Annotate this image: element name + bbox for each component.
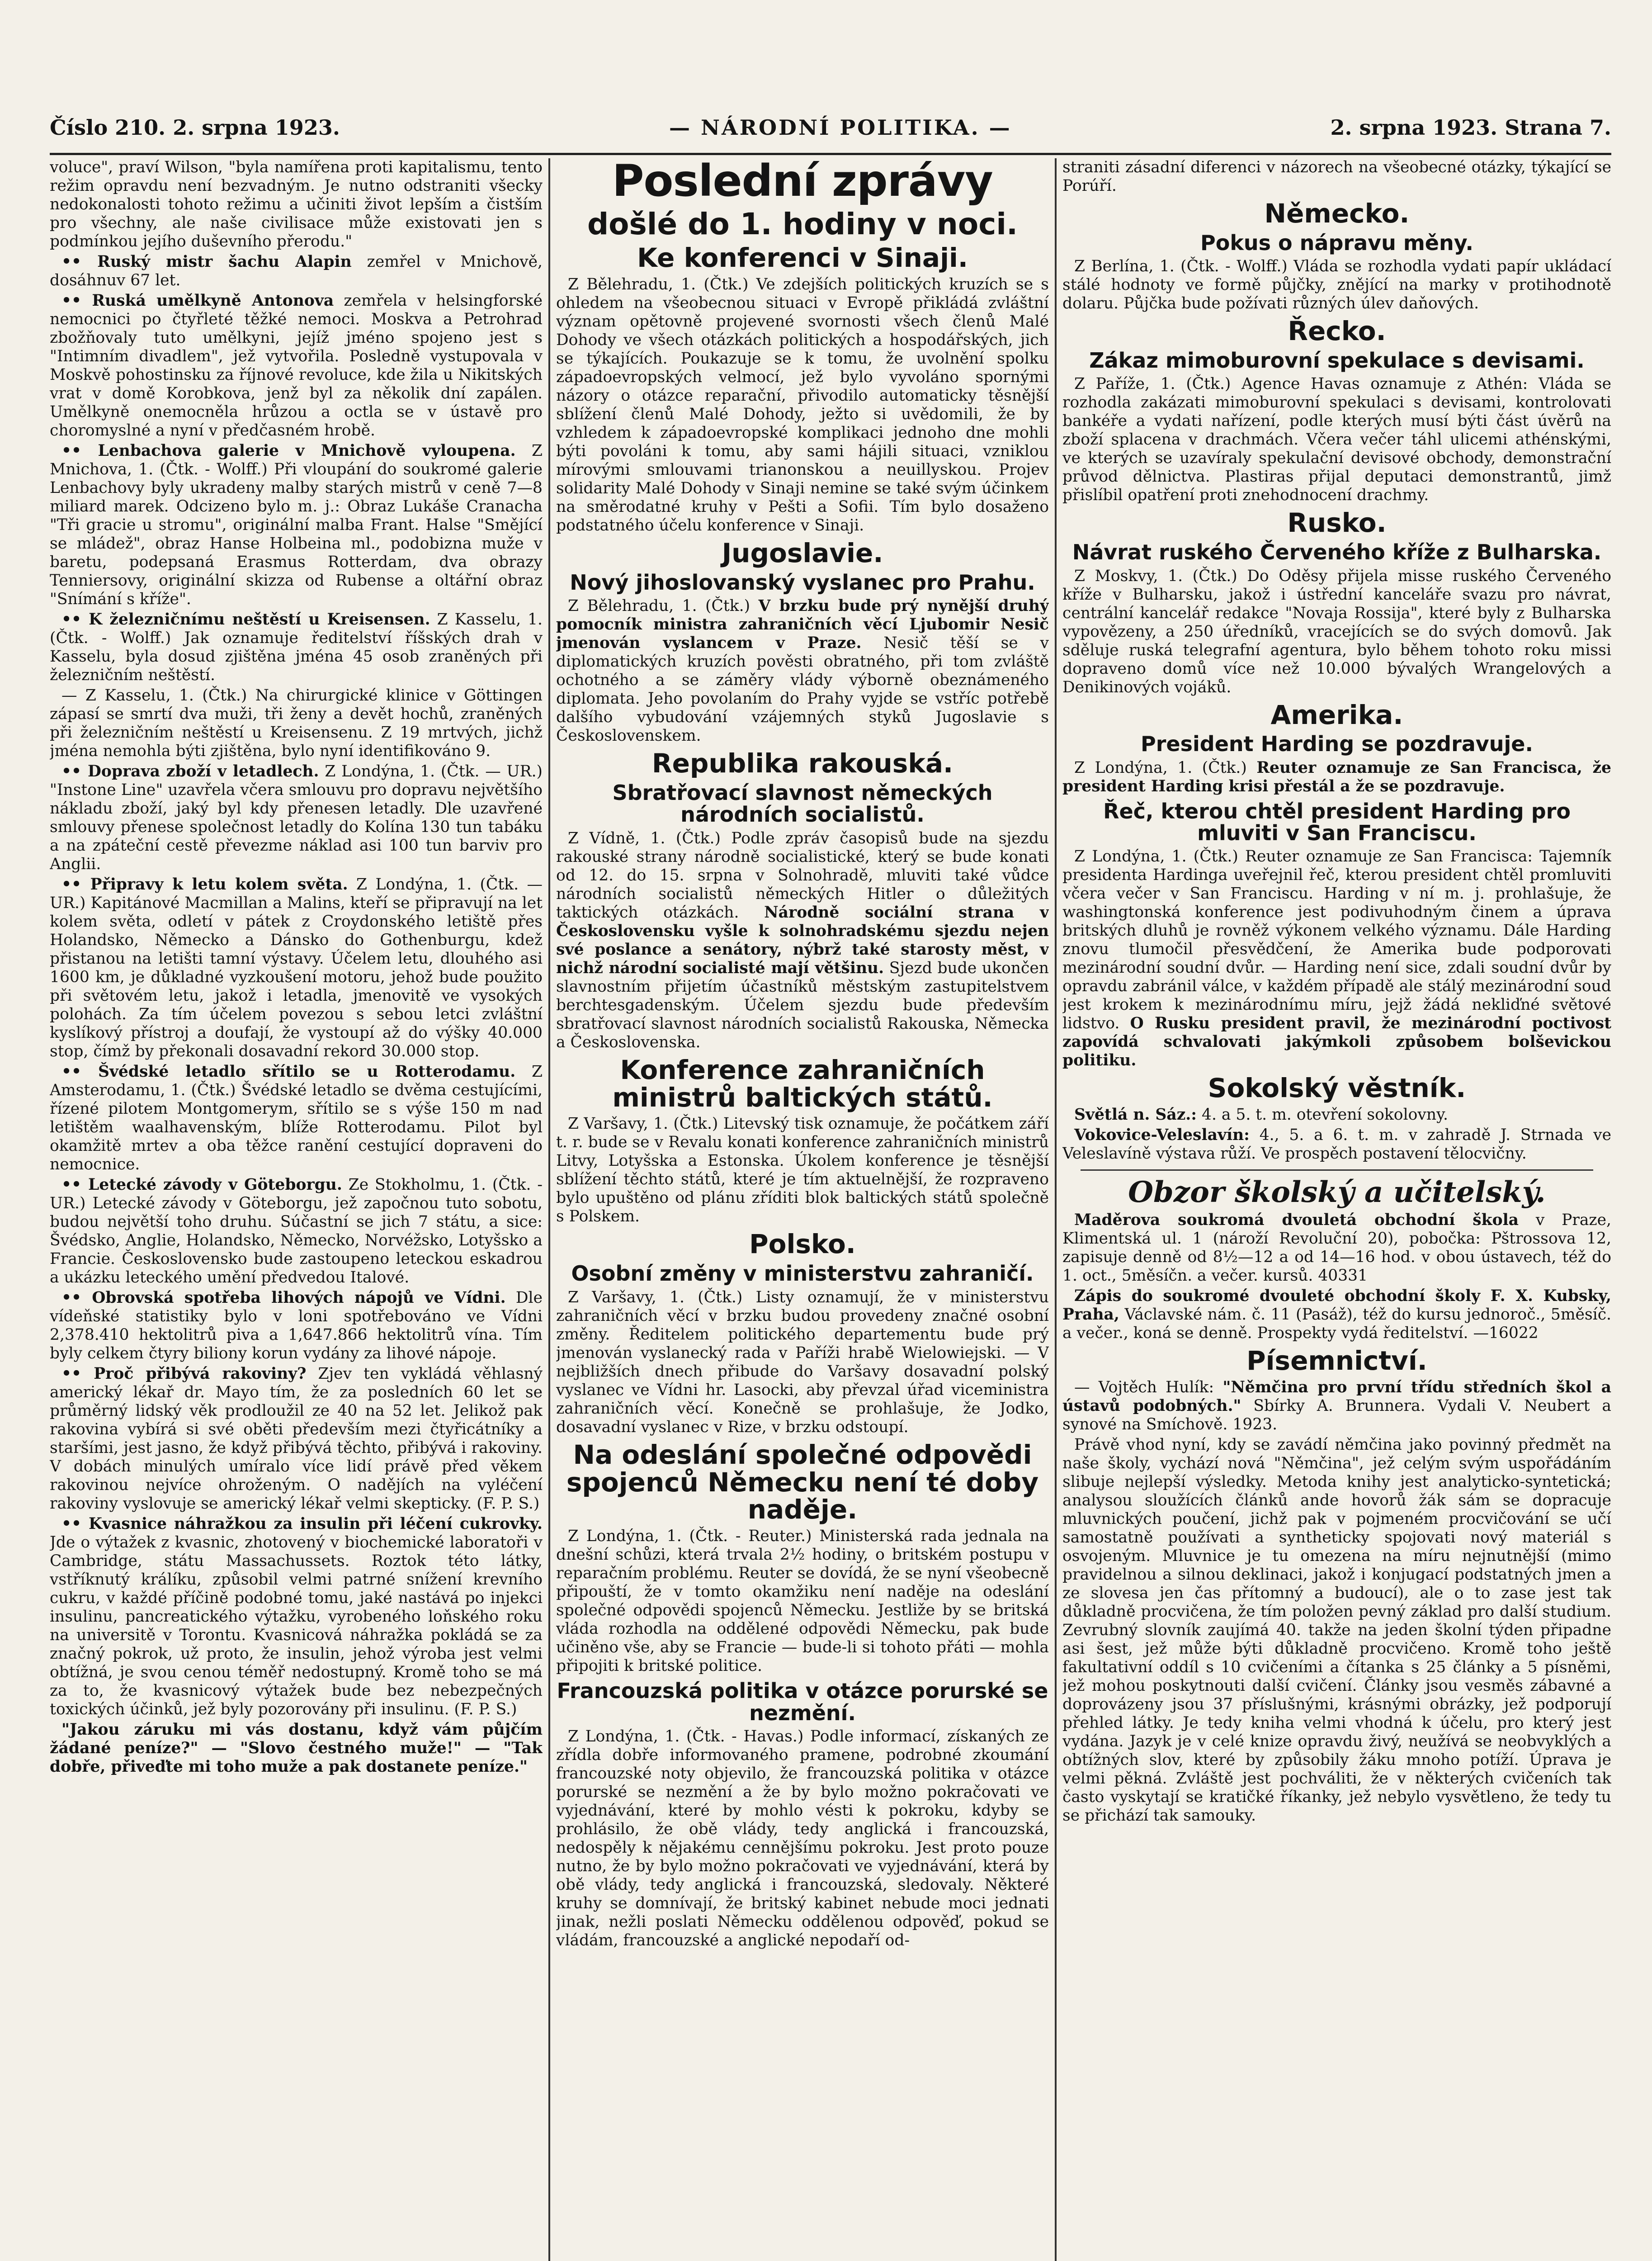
advertisement: Maděrova soukromá dvouletá obchodní škola v Praze, Klimentská ul. 1 (nároží Revoluční 20), pobočka: Pštrossova 12, zapisuje denně od 8½—12 a od 14—16 hod. v obou ústavech, též do 1. oct., 5měsíčn. a večer. kursů. 40331 [1062,1211,1611,1285]
main-headline: Poslední zprávy [612,158,993,206]
news-item: •• Doprava zboží v letadlech. Z Londýna, 1. (Čtk. — UR.) "Instone Line" uzavřela včera smlouvu pro dopravu největšího nákladu zboží, jaký byl kdy přenesen letadly. Dle uzavřené smlouvy přenese společnost letadly do Kolína 130 tun tabáku a na zpáteční cestě převezme náklad asi 100 tun barviv pro Anglii. [50,762,543,873]
column-2 [556,158,1049,2261]
section-title: Sokolský věstník. [1208,1073,1466,1104]
article-body: Z Londýna, 1. (Čtk.) Reuter oznamuje ze San Francisca, že president Harding krisi přestál a že se pozdravuje. [1062,758,1611,795]
news-item: •• Připravy k letu kolem světa. Z Londýna, 1. (Čtk. — UR.) Kapitánové Macmillan a Malins, kteří se připravují na let kolem světa, odletí v pátek z Croydonského letiště přes Holandsko, Německo a Dánsko do Gothenburgu, kdež přistanou na letišti tamní výstavy. Účelem letu, dlouhého asi 1600 km, je důkladné vyzkoušení motoru, jehož bude použito při světovém letu, jakož i letadla, jmenovitě ve vysokých polohách. Za tím účelem povezou s sebou letci zvláštní kyslíkový přístroj a doufají, že vystoupí až do výšky 40.000 stop, čímž by překonali dosavadní rekord 30.000 stop. [50,875,543,1060]
article-body: Z Londýna, 1. (Čtk.) Reuter oznamuje ze San Francisca: Tajemník presidenta Hardinga uveřejnil řeč, kterou president chtěl promluviti včera večer v San Franciscu. Harding v ní m. j. prohlašuje, že washingtonská konference jest podivuhodným činem a úprava britských dluhů je rovněž výkonem velkého významu. Dále Harding znovu tlumočil přesvědčení, že Amerika bude podporovati mezinárodní soudní dvůr. — Harding není sice, zdali soudní dvůr by opravdu zabránil válce, v každém případě ale stálý mezinárodní soud jest krokem k mezinárodnímu míru, jejž žádá nekliďné světové lidstvo. O Rusku president pravil, že mezinárodní poctivost zapovídá schvalovati jakýmkoli způsobem bolševickou politiku. [1062,847,1611,1070]
section-title: Republika rakouská. [651,748,953,779]
news-item: •• Ruský mistr šachu Alapin zemřel v Mnichově, dosáhnuv 67 let. [50,253,543,289]
news-item: •• Kvasnice náhražkou za insulin při léčení cukrovky. Jde o výtažek z kvasnic, zhotovený v biochemické laboratoři v Cambridge, státu Massachussets. Roztok této látky, vstříknutý králíku, způsobil velmi patrné snížení krevního cukru, v každé příčině podobné tomu, jaké nastává po injekci insulinu, pancreatického výtažku, vyrobeného loňského roku na universitě v Torontu. Kvasnicová náhražka pokládá se za značný pokrok, už proto, že insulin, jehož výroba jest velmi obtížná, je svou cenou téměř nedostupný. Kromě toho se má za to, že kvasnicový výtažek bude bez nebezpečných toxických účinků, jež byly pozorovány při insulinu. (F. P. S.) [50,1515,543,1718]
article-continuation: straniti zásadní diferenci v názorech na všeobecné otázky, týkající se Porúří. [1062,158,1611,195]
section-subtitle: Pokus o nápravu měny. [1200,230,1473,255]
section-title: Konference zahraničních ministrů baltických států. [612,1054,993,1113]
page-header [50,115,1611,151]
article-body: Z Berlína, 1. (Čtk. - Wolff.) Vláda se rozhodla vydati papír ukládací stálé hodnoty ve formě půjčky, znějící na marky v protihodnotě dolaru. Půjčka bude požívati různých úlev daňových. [1062,257,1611,313]
article-body: Z Londýna, 1. (Čtk. - Reuter.) Ministerská rada jednala na dnešní schůzi, která trvala 2½ hodiny, o britském postupu v reparačním problému. Reuter se dovídá, že se nyní všeobecně připouští, že v tomto okamžiku není naděje na odeslání společné odpovědi spojenců Německu. Jestliže by se britská vláda rozhodla na oddělené odpovědi Německu, pak bude učiněno vše, aby se Francie — bude-li si tohoto přáti — mohla připojiti k britské politice. [556,1527,1049,1675]
section-subtitle: Zákaz mimoburovní spekulace s devisami. [1089,348,1585,373]
article-body: Z Bělehradu, 1. (Čtk.) Ve zdejších politických kruzích se s ohledem na všeobecnou situaci v Evropě přikládá zvláštní význam opětovně projevené svornosti všech členů Malé Dohody ve všech otázkách politických a hospodářských, jich se týkajících. Poukazuje se k tomu, že uvolnění spolku západoevropských velmocí, jež bylo vyvoláno spornými názory o otázce reparační, přivodilo automaticky těsnější sblížení členů Malé Dohody, ježto si uvědomili, že by vzhledem k západoevropské komplikaci jednoho dne mohli býti povoláni k tomu, aby sami hájili situaci, vzniklou mírovými smlouvami trianonskou a neuillyskou. Projev solidarity Malé Dohody v Sinaji nemine se také svým účinkem na směrodatné kruhy v Pešti a Sofii. Tím bylo dosaženo podstatného účelu konference v Sinaji. [556,275,1049,535]
column-divider-1 [548,158,550,2261]
section-title: Francouzská politika v otázce porurské se nezmění. [557,1679,1048,1725]
section-separator [1081,1169,1593,1171]
article-body: Z Vídně, 1. (Čtk.) Podle zpráv časopisů bude na sjezdu rakouské strany národně socialistické, který se bude konati od 12. do 15. srpna v Solnohradě, mluviti také vůdce národních socialistů německých Hitler o důležitých taktických otázkách. Národně sociální strana v Československu vyšle k solnohradskému sjezdu nejen své poslance a senátory, nýbrž také starosty měst, v nichž národní socialisté mají většinu. Sjezd bude ukončen slavnostním přijetím účastníků městským zastupitelstvem berchtesgadenským. Účelem sjezdu bude především sbratřovací slavnost národních socialistů Rakouska, Německa a Československa. [556,829,1049,1051]
news-item: •• Ruská umělkyně Antonova zemřela v helsingforské nemocnici po čtyřleté těžké nemoci. Moskva a Petrohrad zbožňovaly tuto umělkyni, jejíž jméno spojeno jest s "Intimním divadlem", jež vytvořila. Posledně vystupovala v Moskvě pohostinsku za říjnové revoluce, kde žila u Nikitských vrat v domě Korobkova, jenž byl za několik dní zapálen. Umělkyně onemocněla hrůzou a octla se v ústavě pro choromyslné a nyní v předčasném hrobě. [50,292,543,440]
section-title: Písemnictví. [1246,1345,1427,1376]
news-item: •• Proč přibývá rakoviny? Zjev ten vykládá věhlasný americký lékař dr. Mayo tím, že za posledních 60 let se průměrný lidský věk prodloužil ze 40 na 52 let. Jelikož pak rakovina vybírá si své oběti především mezi čtyřicátníky a staršími, jest jasno, že když přibývá těchto, přibývá i rakoviny. V dobách minulých umíralo více lidí právě před věkem rakovinou nejvíce ohroženým. O nadějích na vyléčení rakoviny vyslovuje se americký lékař velmi skepticky. (F. P. S.) [50,1365,543,1513]
article-body: Z Paříže, 1. (Čtk.) Agence Havas oznamuje z Athén: Vláda se rozhodla zakázati mimoburovní spekulaci s devisami, kontrolovati bankéře a vydati nařízení, podle kterých musí býti část úvěrů na zboží splacena v drachmách. Včera večer táhl ulicemi athénskými, ve kterých se uzavíraly spekulační devisové obchody, demonstrační průvod dělnictva. Plastiras přijal deputaci demonstrantů, jimž přislíbil opatření proti znehodnocení drachmy. [1062,375,1611,505]
masthead: — NÁRODNÍ POLITIKA. — [669,115,1012,140]
column-1 [50,158,543,2261]
section-title: Na odeslání společné odpovědi spojenců Německu není té doby naděje. [566,1439,1039,1525]
section-title: Ke konferenci v Sinaji. [637,242,968,274]
section-title: Obzor školský a učitelský. [1128,1175,1546,1210]
section-title: Amerika. [1270,699,1403,730]
section-subtitle: President Harding se pozdravuje. [1141,732,1533,757]
article-body: Z Bělehradu, 1. (Čtk.) V brzku bude prý nynější druhý pomocník ministra zahraničních věcí Ljubomir Nesič jmenován vyslancem v Praze. Nesič těší se v diplomatických kruzích pověsti obratného, při tom zvláště ochotného a se záměry vlády výborně obeznámeného diplomata. Jeho povolaním do Prahy vyjde se vstříc potřebě dalšího vybudování vzájemných styků Jugoslavie s Československem. [556,597,1049,745]
section-title: Rusko. [1287,507,1387,539]
header-rule [50,153,1611,155]
article-body: Z Varšavy, 1. (Čtk.) Litevský tisk oznamuje, že počátkem září t. r. bude se v Revalu konati konference zahraničních ministrů Litvy, Lotyšska a Estonska. Úkolem konference je těsnější sblížení těchto států, které je tím aktuelnější, že rozpraveno bylo upuštěno od plánu zříditi blok baltických států společně s Polskem. [556,1115,1049,1226]
review-heading: — Vojtěch Hulík: "Němčina pro první třídu středních škol a ústavů podobných." Sbírky A. Brunnera. Vydali V. Neubert a synové na Smíchově. 1923. [1062,1378,1611,1434]
news-item: •• Švédské letadlo sřítilo se u Rotterodamu. Z Amsterodamu, 1. (Čtk.) Švédské letadlo se dvěma cestujícími, řízené pilotem Montgomerym, sřítilo se s výše 150 m nad letištěm waalhavenským, blíže Rotterodamu. Pilot byl okamžitě mrtev a oba těžce ranění cestující dopraveni do nemocnice. [50,1063,543,1173]
section-subtitle: Návrat ruského Červeného kříže z Bulharska. [1072,540,1602,565]
section-title: Polsko. [749,1229,856,1260]
notice-item: Vokovice-Veleslavín: 4., 5. a 6. t. m. v zahradě J. Strnada ve Veleslavíně výstava růží. Ve prospěch postavení tělocvičny. [1062,1126,1611,1163]
column-3 [1062,158,1611,2261]
main-subheadline: došlé do 1. hodiny v noci. [587,206,1018,241]
news-item: — Z Kasselu, 1. (Čtk.) Na chirurgické klinice v Göttingen zápasí se smrtí dva muži, tři ženy a devět hochů, zraněných při železničním neštěstí u Kreisensenu. Z 19 mrtvých, jichž jména nemohla býti zjištěna, bylo nyní identifikováno 9. [50,686,543,760]
article-continuation: voluce", praví Wilson, "byla namířena proti kapitalismu, tento režim opravdu není bezvadným. Je nutno odstraniti všecky nedokonalosti tohoto režimu a učiniti život lepším a čistším pro všechny, ale naše civilisace může existovati jen s podmínkou jejího duševního přerodu." [50,158,543,251]
section-subtitle: Osobní změny v ministerstvu zahraničí. [571,1261,1034,1286]
section-title: Řecko. [1288,316,1386,347]
section-subtitle: Nový jihoslovanský vyslanec pro Prahu. [570,570,1035,595]
section-title: Německo. [1264,198,1410,229]
section-subtitle: Sbratřovací slavnost německých národních socialistů. [612,780,993,827]
notice-item: Světlá n. Sáz.: 4. a 5. t. m. otevření sokolovny. [1074,1106,1448,1124]
news-item: •• Obrovská spotřeba lihových nápojů ve Vídni. Dle vídeňské statistiky bylo v loni spotřebováno ve Vídni 2,378.410 hektolitrů piva a 1,647.866 hektolitrů vína. Tím byly celkem čtyry biliony korun vydány za lihové nápoje. [50,1289,543,1362]
article-body: Právě vhod nyní, kdy se zavádí němčina jako povinný předmět na naše školy, vychází nová "Němčina", jež celým svým uspořádáním slibuje nejlepší výsledky. Metoda knihy jest analyticko-syntetická; analysou sloužících článků ande hovorů žák sám se dopracuje mluvnických poučení, jichž pak v pojmeném procvičování se učí samostatně používati a syntheticky spojovati nový materiál s osvojeným. Mluvnice je tu omezena na míru nejnutnější (mimo pravidelnou a silnou deklinaci, jakož i konjugací podstatných jmen a ze slovesa jen čas přítomný a budoucí), ale o to zase jest tak důkladně procvičena, že tím položen pevný základ pro další studium. Zevrubný slovník zaujímá 40. takže na jeden školní týden připadne asi šest, jež může býti důkladně procvičeno. Kromě toho ještě fakultativní oddíl s 10 cvičeními a čítanka s 25 články a 5 písněmi, jež mohou poskytnouti další cvičení. Články jsou vesměs zábavné a doprovázeny jsou 37 příslušnými, krásnými obrázky, jež podporují přehled látky. Je tedy kniha velmi vhodná k účelu, pro který jest vydána. Jazyk je v celé knize opravdu živý, neužívá se neobvyklých a obtížných slov, které by způsobily žáku mnoho potíží. Úprava je velmi pěkná. Zvláště jest pochváliti, že v některých cvičeních tak často vyskytají se kratičké říkanky, jež nebylo vysvětleno, že tedy tu se přichází tak samouky. [1062,1436,1611,1825]
advertisement: Zápis do soukromé dvouleté obchodní školy F. X. Kubsky, Praha, Václavské nám. č. 11 (Pasáž), též do kursu jednoroč., 5měsíč. a večer., koná se denně. Prospekty vydá ředitelství. —16022 [1062,1287,1611,1343]
section-title: Jugoslavie. [722,537,883,568]
news-item: •• Letecké závody v Göteborgu. Ze Stokholmu, 1. (Čtk. - UR.) Letecké závody v Göteborgu, jež započnou tuto sobotu, budou největší toho druhu. Súčastní se jich 7 státu, a sice: Švédsko, Anglie, Holandsko, Německo, Norvéžsko, Lotyšsko a Francie. Československo bude zastoupeno leteckou eskadrou a ukázku leteckého umění předvedou Italové. [50,1176,543,1287]
article-body: Z Londýna, 1. (Čtk. - Havas.) Podle informací, získaných ze zřídla dobře informovaného pramene, podrobné zkoumání francouzské noty objevilo, že francouzská politika v otázce porurské se nezmění a že by bylo možno pokračovati ve vyjednávání, které by mohlo vésti k pokroku, kdyby se prohlásilo, že obě vlády, tedy anglická i francouzská, nedospěly k nějakému cennějšímu pokroku. Jest proto pouze nutno, že by bylo možno pokračovati ve vyjednávání, která by obě vlády, tedy anglická i francouzská, sledovaly. Některé kruhy se domnívají, že britský kabinet nebude moci jednati jinak, nežli poslati Německu oddělenou odpověď, pokud se vládám, francouzské a anglické nepodaří od- [556,1727,1049,1949]
header-issue-date: Číslo 210. 2. srpna 1923. [50,115,340,140]
article-body: Z Varšavy, 1. (Čtk.) Listy oznamují, že v ministerstvu zahraničních věcí v brzku budou provedeny značné osobní změny. Ředitelem politického departementu bude prý jmenován vyslanecký rada v Paříži hrabě Wielowiejski. — V nejbližších dnech přibude do Varšavy dosavadní polský vyslanec ve Vídni hr. Lasocki, aby převzal úřad viceministra zahraničních věcí. Konečně se prohlašuje, že Jodko, dosavadní vyslanec v Rize, v brzku odstoupí. [556,1288,1049,1436]
news-item: •• K železničnímu neštěstí u Kreisensen. Z Kasselu, 1. (Čtk. - Wolff.) Jak oznamuje ředitelství říšských drah v Kasselu, byla dosud zjištěna jména 45 osob zraněných při železničním neštěstí. [50,610,543,684]
news-item: •• Lenbachova galerie v Mnichově vyloupena. Z Mnichova, 1. (Čtk. - Wolff.) Při vloupání do soukromé galerie Lenbachovy byly ukradeny malby starých mistrů v ceně 7—8 miliard marek. Odcizeno bylo m. j.: Obraz Lukáše Cranacha "Tři gracie u stromu", originální malba Frant. Halse "Smějící se mládež", obraz Hanse Holbeina ml., podobizna muže v baretu, podepsaná Erasmus Rotterdam, dva obrazy Tenniersovy, originální skizza od Rubense a oltářní obraz "Snímání s kříže". [50,442,543,608]
header-page-number: 2. srpna 1923. Strana 7. [1330,115,1611,140]
joke: "Jakou záruku mi vás dostanu, když vám půjčím žádané peníze?" — "Slovo čestného muže!" — "Tak dobře, přiveďte mi toho muže a pak dostanete peníze." [50,1721,543,1776]
section-subtitle: Řeč, kterou chtěl president Harding pro mluviti v San Franciscu. [1103,799,1571,846]
article-body: Z Moskvy, 1. (Čtk.) Do Oděsy přijela misse ruského Červeného kříže v Bulharsku, jakož i ústřední kanceláře svazu pro návrat, centrální kancelář redakce "Novaja Rossija", které byly z Bulharska vypovězeny, a 250 úředníků, vracejících se do svých domovů. Jak sděluje ruská telegrafní agentura, bylo během tohoto roku missi dopraveno domů více než 10.000 bývalých Wrangelových a Denikinových vojáků. [1062,567,1611,696]
column-divider-2 [1055,158,1057,2261]
